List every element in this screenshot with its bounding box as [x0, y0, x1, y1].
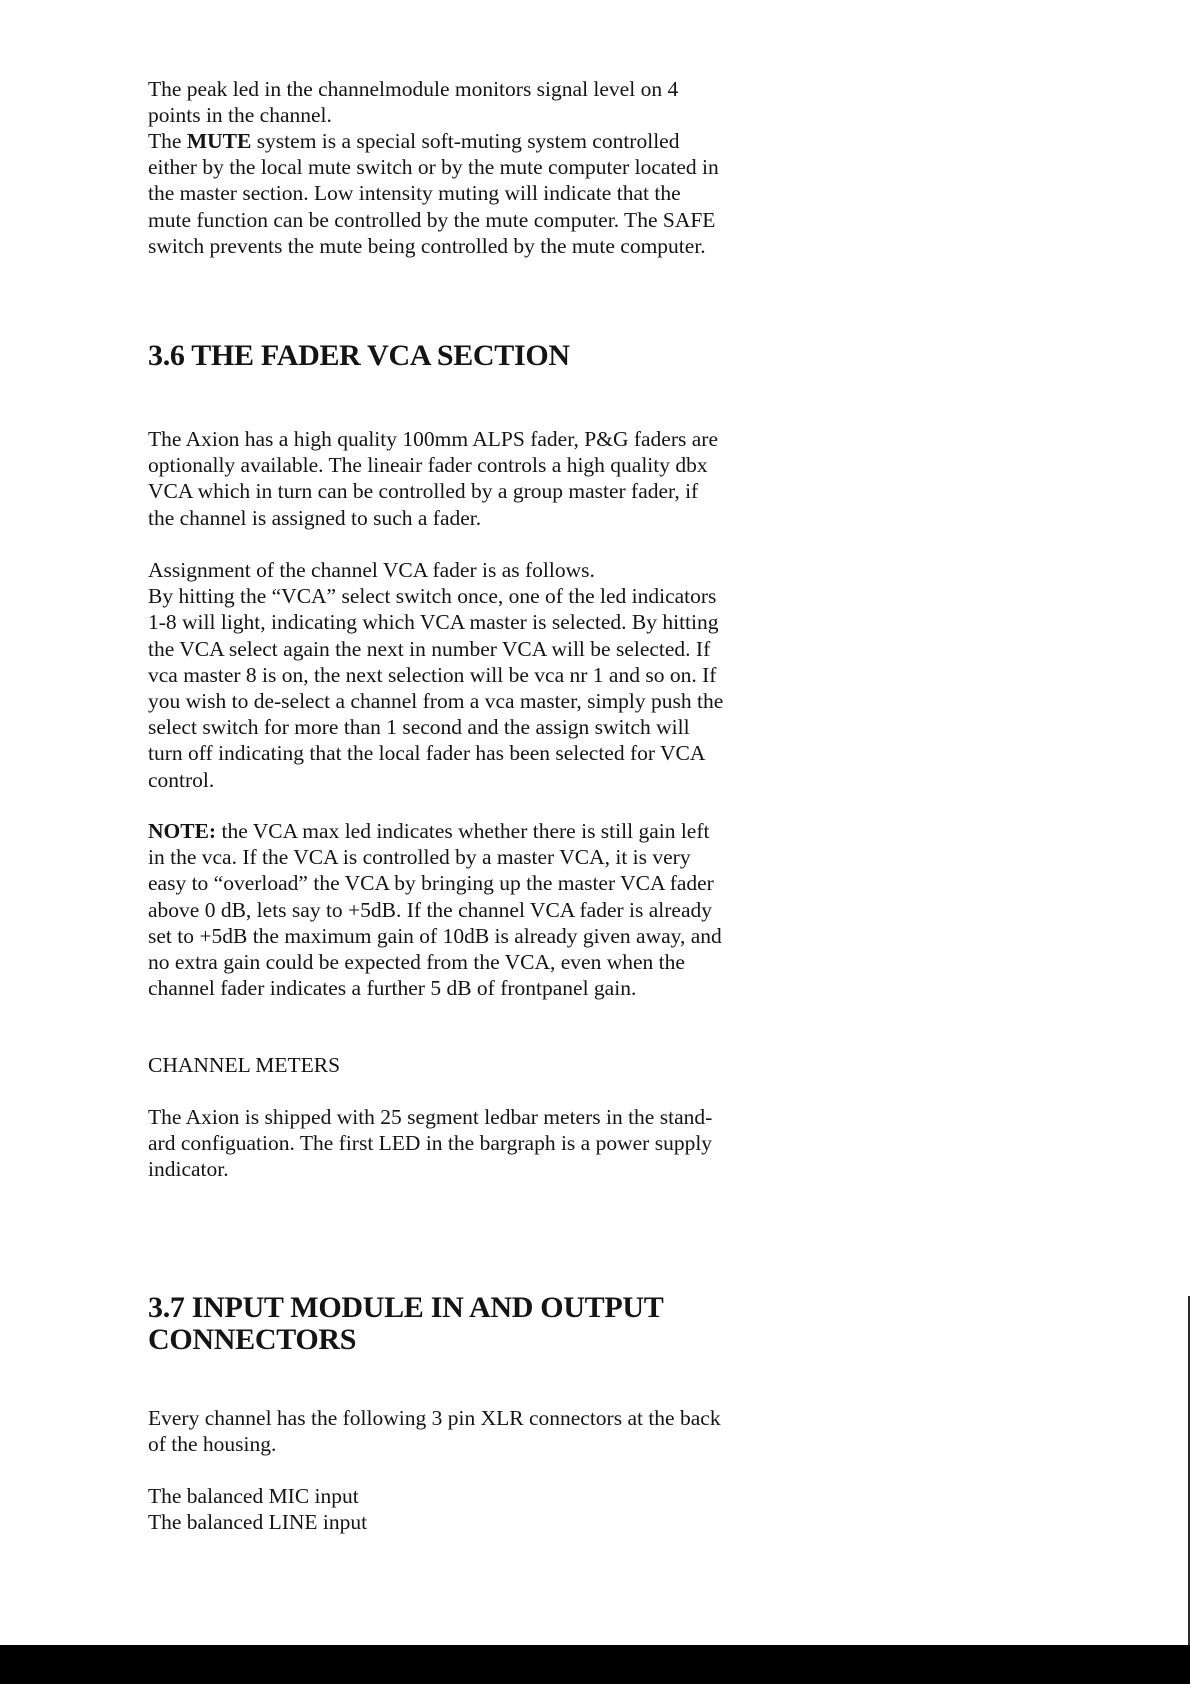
peak-led-paragraph [148, 76, 798, 128]
text-line: switch prevents the mute being controlled by the mute computer. [148, 233, 706, 258]
connectors-intro-paragraph [148, 1405, 798, 1457]
assignment-paragraph [148, 557, 798, 793]
list-item: The balanced LINE input [148, 1510, 368, 1535]
mute-paragraph [148, 128, 798, 259]
text-fragment: system is a special soft-muting system controlled [251, 129, 680, 153]
text-line: points in the channel. [148, 103, 332, 128]
text-fragment: the VCA max led indicates whether there is still gain left [216, 819, 710, 843]
text-line: mute function can be controlled by the mute computer. The SAFE [148, 207, 716, 232]
text-fragment: The [148, 129, 187, 153]
note-paragraph [148, 818, 798, 1001]
text-line: optionally available. The lineair fader controls a high quality dbx [148, 453, 708, 478]
text-line: set to +5dB the maximum gain of 10dB is already given away, and [148, 923, 722, 948]
section-heading-3-6 [148, 340, 868, 372]
text-line: 1-8 will light, indicating which VCA master is selected. By hitting [148, 610, 719, 635]
mute-term: MUTE [186, 129, 252, 153]
text-line: you wish to de-select a channel from a vca master, simply push the [148, 689, 724, 714]
text-line: The Axion is shipped with 25 segment ledbar meters in the stand- [148, 1105, 713, 1129]
text-line: easy to “overload” the VCA by bringing up the master VCA fader [148, 871, 714, 896]
text-line [148, 128, 798, 154]
text-line: above 0 dB, lets say to +5dB. If the channel VCA fader is already [148, 897, 713, 922]
text-line: By hitting the “VCA” select switch once, one of the led indicators [148, 584, 717, 609]
text-line: The peak led in the channelmodule monitors signal level on 4 [148, 77, 679, 101]
channel-meters-label [148, 1052, 798, 1078]
text-line: the VCA select again the next in number VCA will be selected. If [148, 636, 711, 661]
text-line: of the housing. [148, 1432, 277, 1457]
text-line: The Axion has a high quality 100mm ALPS fader, P&G faders are [148, 427, 718, 451]
text-line [148, 818, 798, 844]
text-line: the channel is assigned to such a fader. [148, 505, 482, 530]
text-line: in the vca. If the VCA is controlled by a master VCA, it is very [148, 845, 691, 870]
text-line: Every channel has the following 3 pin XLR connectors at the back [148, 1406, 721, 1430]
inputs-list [148, 1483, 798, 1535]
text-line: the master section. Low intensity muting will indicate that the [148, 181, 681, 206]
scan-bottom-border [0, 1645, 1190, 1684]
text-line: indicator. [148, 1157, 229, 1182]
text-line: CHANNEL METERS [148, 1053, 341, 1077]
list-item: The balanced MIC input [148, 1484, 359, 1508]
text-line: either by the local mute switch or by the mute computer located in [148, 155, 719, 180]
note-label: NOTE: [148, 819, 217, 843]
text-line: Assignment of the channel VCA fader is as follows. [148, 558, 595, 582]
text-line: control. [148, 767, 215, 792]
heading-line: 3.7 INPUT MODULE IN AND OUTPUT [148, 1291, 664, 1324]
text-line: no extra gain could be expected from the VCA, even when the [148, 950, 685, 975]
text-line: select switch for more than 1 second and the assign switch will [148, 715, 690, 740]
channel-meters-paragraph [148, 1104, 798, 1183]
fader-intro-paragraph [148, 426, 798, 531]
heading-line: CONNECTORS [148, 1323, 357, 1356]
text-line: VCA which in turn can be controlled by a group master fader, if [148, 479, 699, 504]
heading-line: 3.6 THE FADER VCA SECTION [148, 339, 570, 372]
text-line: channel fader indicates a further 5 dB of frontpanel gain. [148, 976, 637, 1001]
text-line: turn off indicating that the local fader has been selected for VCA [148, 741, 706, 766]
section-heading-3-7 [148, 1292, 868, 1356]
text-line: vca master 8 is on, the next selection will be vca nr 1 and so on. If [148, 662, 717, 687]
text-line: ard configuation. The first LED in the bargraph is a power supply [148, 1131, 713, 1156]
